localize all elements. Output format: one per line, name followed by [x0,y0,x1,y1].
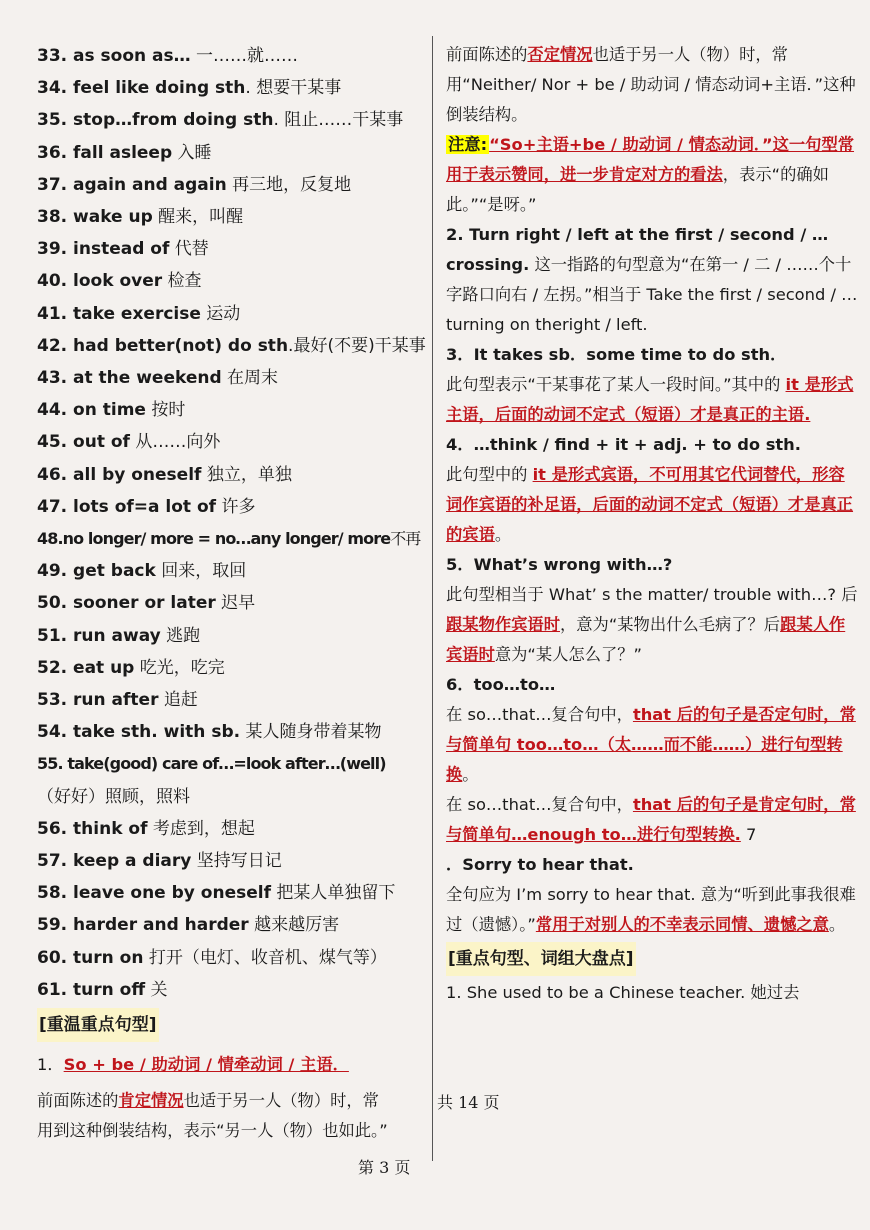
vocab-meaning: 检查 [162,271,202,292]
vocab-phrase: 61. turn off [37,979,146,1000]
highlight-red: that 后的句子是否定句时，常与简单句 too…to…（太……而不能……）进行句型转换 [446,705,856,784]
highlight-note: “So+主语+be / 助动词 / 情态动词．”这一句型常用于表示赞同，进一步肯定对方的看法 [446,135,855,184]
vocab-meaning: 考虑到，想起 [147,818,255,839]
left-column [37,40,432,1080]
vocab-item [37,748,432,780]
vocab-phrase: 55. take(good) care of…=look after…(well) [37,754,386,774]
vocab-phrase: 39. instead of [37,239,170,260]
vocab-meaning: 追赶 [158,690,198,711]
text: 前面陈述的 [37,1091,119,1110]
vocab-phrase: 45. out of [37,432,130,453]
vocab-meaning: 按时 [145,400,186,421]
vocab-phrase: 57. keep a diary [37,851,192,872]
paragraph-6 [446,670,858,850]
vocab-meaning: 某人随身带着某物 [240,722,382,743]
vocab-meaning: 代替 [169,239,209,260]
item-heading: 5．What’s wrong with…? [446,555,673,574]
vocab-meaning: 回来，取回 [155,561,247,582]
page-total: 共 14 页 [437,1093,500,1112]
paragraph-4 [446,430,858,550]
vocab-item [37,587,432,619]
text: ，表示“的确如此。”“是呀。” [446,165,829,214]
text: 此句型中的 [446,465,533,484]
vocab-meaning: . 阻止……干某事 [273,110,404,131]
text: 此句型表示“干某事花了某人一段时间。”其中的 [446,375,786,394]
vocab-phrase: 40. look over [37,271,163,292]
vocab-phrase: 36. fall asleep [37,142,173,163]
vocab-meaning: 许多 [216,496,256,517]
vocab-item [37,201,432,233]
vocab-meaning: 在周末 [221,368,279,389]
text: 。 [828,915,846,934]
vocab-phrase: 44. on time [37,400,146,421]
vocab-item [37,813,432,845]
vocab-meaning: . 想要干某事 [245,78,342,99]
vocab-meaning: （好好）照顾，照料 [37,786,190,807]
highlight-red: it 是形式宾语，不可用其它代词替代，形容词作宾语的补足语，后面的动词不定式（短语）才是真正的宾语 [446,465,854,544]
text: 用到这种倒装结构，表示“另一人（物）也如此。” [37,1121,388,1140]
vocab-phrase: 33. as soon as… [37,46,191,66]
vocab-phrase: 34. feel like doing sth [37,78,246,99]
vocab-phrase: 59. harder and harder [37,915,249,936]
text: 全句应为 I’m sorry to hear that. 意为“听到此事我很难过（遗憾）。” [446,885,856,934]
highlight-red: that 后的句子是肯定句时，常与简单句…enough to…进行句型转换. [446,795,856,844]
vocab-item [37,523,432,555]
vocab-item [37,104,432,136]
vocab-item [37,652,432,684]
section-title: [重点句型、词组大盘点] [446,942,636,976]
vocab-meaning: 吃光，吃完 [134,657,225,678]
highlight-red: 常用于对别人的不幸表示同情、遗憾之意 [535,915,829,934]
vocab-meaning: 醒来，叫醒 [152,207,244,228]
vocab-item [37,265,432,297]
vocab-item [37,845,432,877]
vocab-meaning: 迟早 [215,593,256,614]
vocab-meaning: 不再 [390,529,421,549]
highlight-red: 跟某人作宾语时 [446,615,846,664]
vocab-phrase: 52. eat up [37,657,135,678]
left-tail-paragraph [37,1086,432,1146]
vocab-phrase: 51. run away [37,625,161,646]
vocab-meaning: 把某人单独留下 [270,883,396,904]
vocab-item [37,491,432,523]
item-heading: 4．…think / find + it + adj. + to do sth. [446,435,801,454]
vocab-phrase: 49. get back [37,561,156,582]
note-label: 注意: [448,135,488,154]
vocab-item [37,169,432,201]
paragraph-3 [446,340,858,430]
highlight-red: 跟某物作宾语时 [446,615,560,634]
vocab-phrase: 50. sooner or later [37,593,216,614]
vocab-phrase: 43. at the weekend [37,368,222,389]
vocab-item [37,233,432,265]
vocab-meaning: 打开（电灯、收音机、煤气等） [143,947,387,968]
paragraph-neither-nor [446,40,858,130]
text: 也适于另一人（物）时，常 [183,1091,379,1110]
text: 意为“某人怎么了？” [494,645,642,664]
vocab-meaning: 逃跑 [160,625,201,646]
vocab-item [37,40,432,72]
vocab-item [37,72,432,104]
highlight-red: it 是形式主语，后面的动词不定式（短语）才是真正的主语. [446,375,854,424]
vocab-item [37,942,432,974]
text: 。 [462,765,479,784]
vocab-phrase: 58. leave one by oneself [37,883,271,904]
item-heading: 2. Turn right / left at the first / second / …crossing. [446,225,829,274]
page-number: 第 3 页 [358,1158,411,1177]
vocab-phrase: 38. wake up [37,207,153,228]
text: ，意为“某物出什么毛病了？后 [559,615,781,634]
vocab-phrase: 46. all by oneself [37,464,202,485]
sentence-1: 1. She used to be a Chinese teacher. 她过去 [446,983,800,1002]
vocab-item [37,362,432,394]
paragraph-5 [446,550,858,670]
text: 。 [494,525,512,544]
vocab-item [37,426,432,458]
vocab-phrase: 54. take sth. with sb. [37,722,241,743]
vocab-phrase: 41. take exercise [37,303,201,324]
vocab-item [37,394,432,426]
highlight-negative: 否定情况 [527,45,593,64]
vocab-phrase: 53. run after [37,690,159,711]
vocab-meaning: 再三地，反复地 [226,174,352,195]
vocab-item [37,909,432,941]
section-title: [重温重点句型] [37,1008,159,1042]
point-number: 1． [37,1055,64,1075]
text: 此句型相当于 What’ s the matter/ trouble with…? 后 [446,585,858,604]
vocab-meaning: 从……向外 [129,432,221,453]
highlight-affirmative: 肯定情况 [118,1091,184,1110]
vocab-phrase: 35. stop…from doing sth [37,110,274,131]
vocab-meaning: 关 [145,979,168,1000]
item-heading: 6．too…to… [446,675,556,694]
vocab-meaning: .最好(不要)干某事 [288,335,426,356]
item-heading: 3．It takes sb．some time to do sth． [446,345,787,364]
vocab-item [37,620,432,652]
vocab-item [37,684,432,716]
vocab-item [37,459,432,491]
paragraph-7 [446,850,858,940]
vocab-item [37,298,432,330]
item-heading: ．Sorry to hear that. [446,855,634,874]
text: 前面陈述的 [446,45,528,64]
vocab-phrase: 48.no longer/ more = no…any longer/ more [37,529,391,549]
vocab-meaning: 入睡 [172,142,212,163]
highlight-red: So + be / 助动词 / 情牵动词 / 主语． [63,1055,349,1075]
vocab-phrase: 47. lots of=a lot of [37,496,217,517]
vocab-item [37,555,432,587]
paragraph-note [446,130,858,220]
text: 在 so…that…复合句中， [446,705,633,724]
vocab-item [37,330,432,362]
vocab-item [37,877,432,909]
column-divider [432,36,433,1161]
vocab-phrase: 37. again and again [37,174,227,195]
text: 这一指路的句型意为“在第一 / 二 / ……个十字路口向右 / 左拐。”相当于 Take the first / second / …turning on theright / left. [446,255,858,334]
vocab-item [37,716,432,748]
point-1 [37,1050,432,1080]
vocab-meaning: 坚持写日记 [191,851,282,872]
text: 在 so…that…复合句中， [446,795,633,814]
vocab-phrase: 60. turn on [37,947,144,968]
vocab-item [37,974,432,1006]
text: 7 [740,825,757,844]
vocab-phrase: 56. think of [37,818,148,839]
paragraph-2 [446,220,858,340]
vocab-meaning: 越来越厉害 [248,915,340,936]
vocab-meaning: 一……就…… [190,46,299,66]
vocab-meaning: 运动 [200,303,241,324]
right-column [446,40,858,1008]
vocab-item [37,781,432,813]
vocab-phrase: 42. had better(not) do sth [37,335,289,356]
text: 也适于另一人（物）时，常用“Neither/ Nor + be / 助动词 / 情态动词+主语．”这种倒装结构。 [446,45,856,124]
vocab-item [37,137,432,169]
vocab-meaning: 独立，单独 [201,464,292,485]
